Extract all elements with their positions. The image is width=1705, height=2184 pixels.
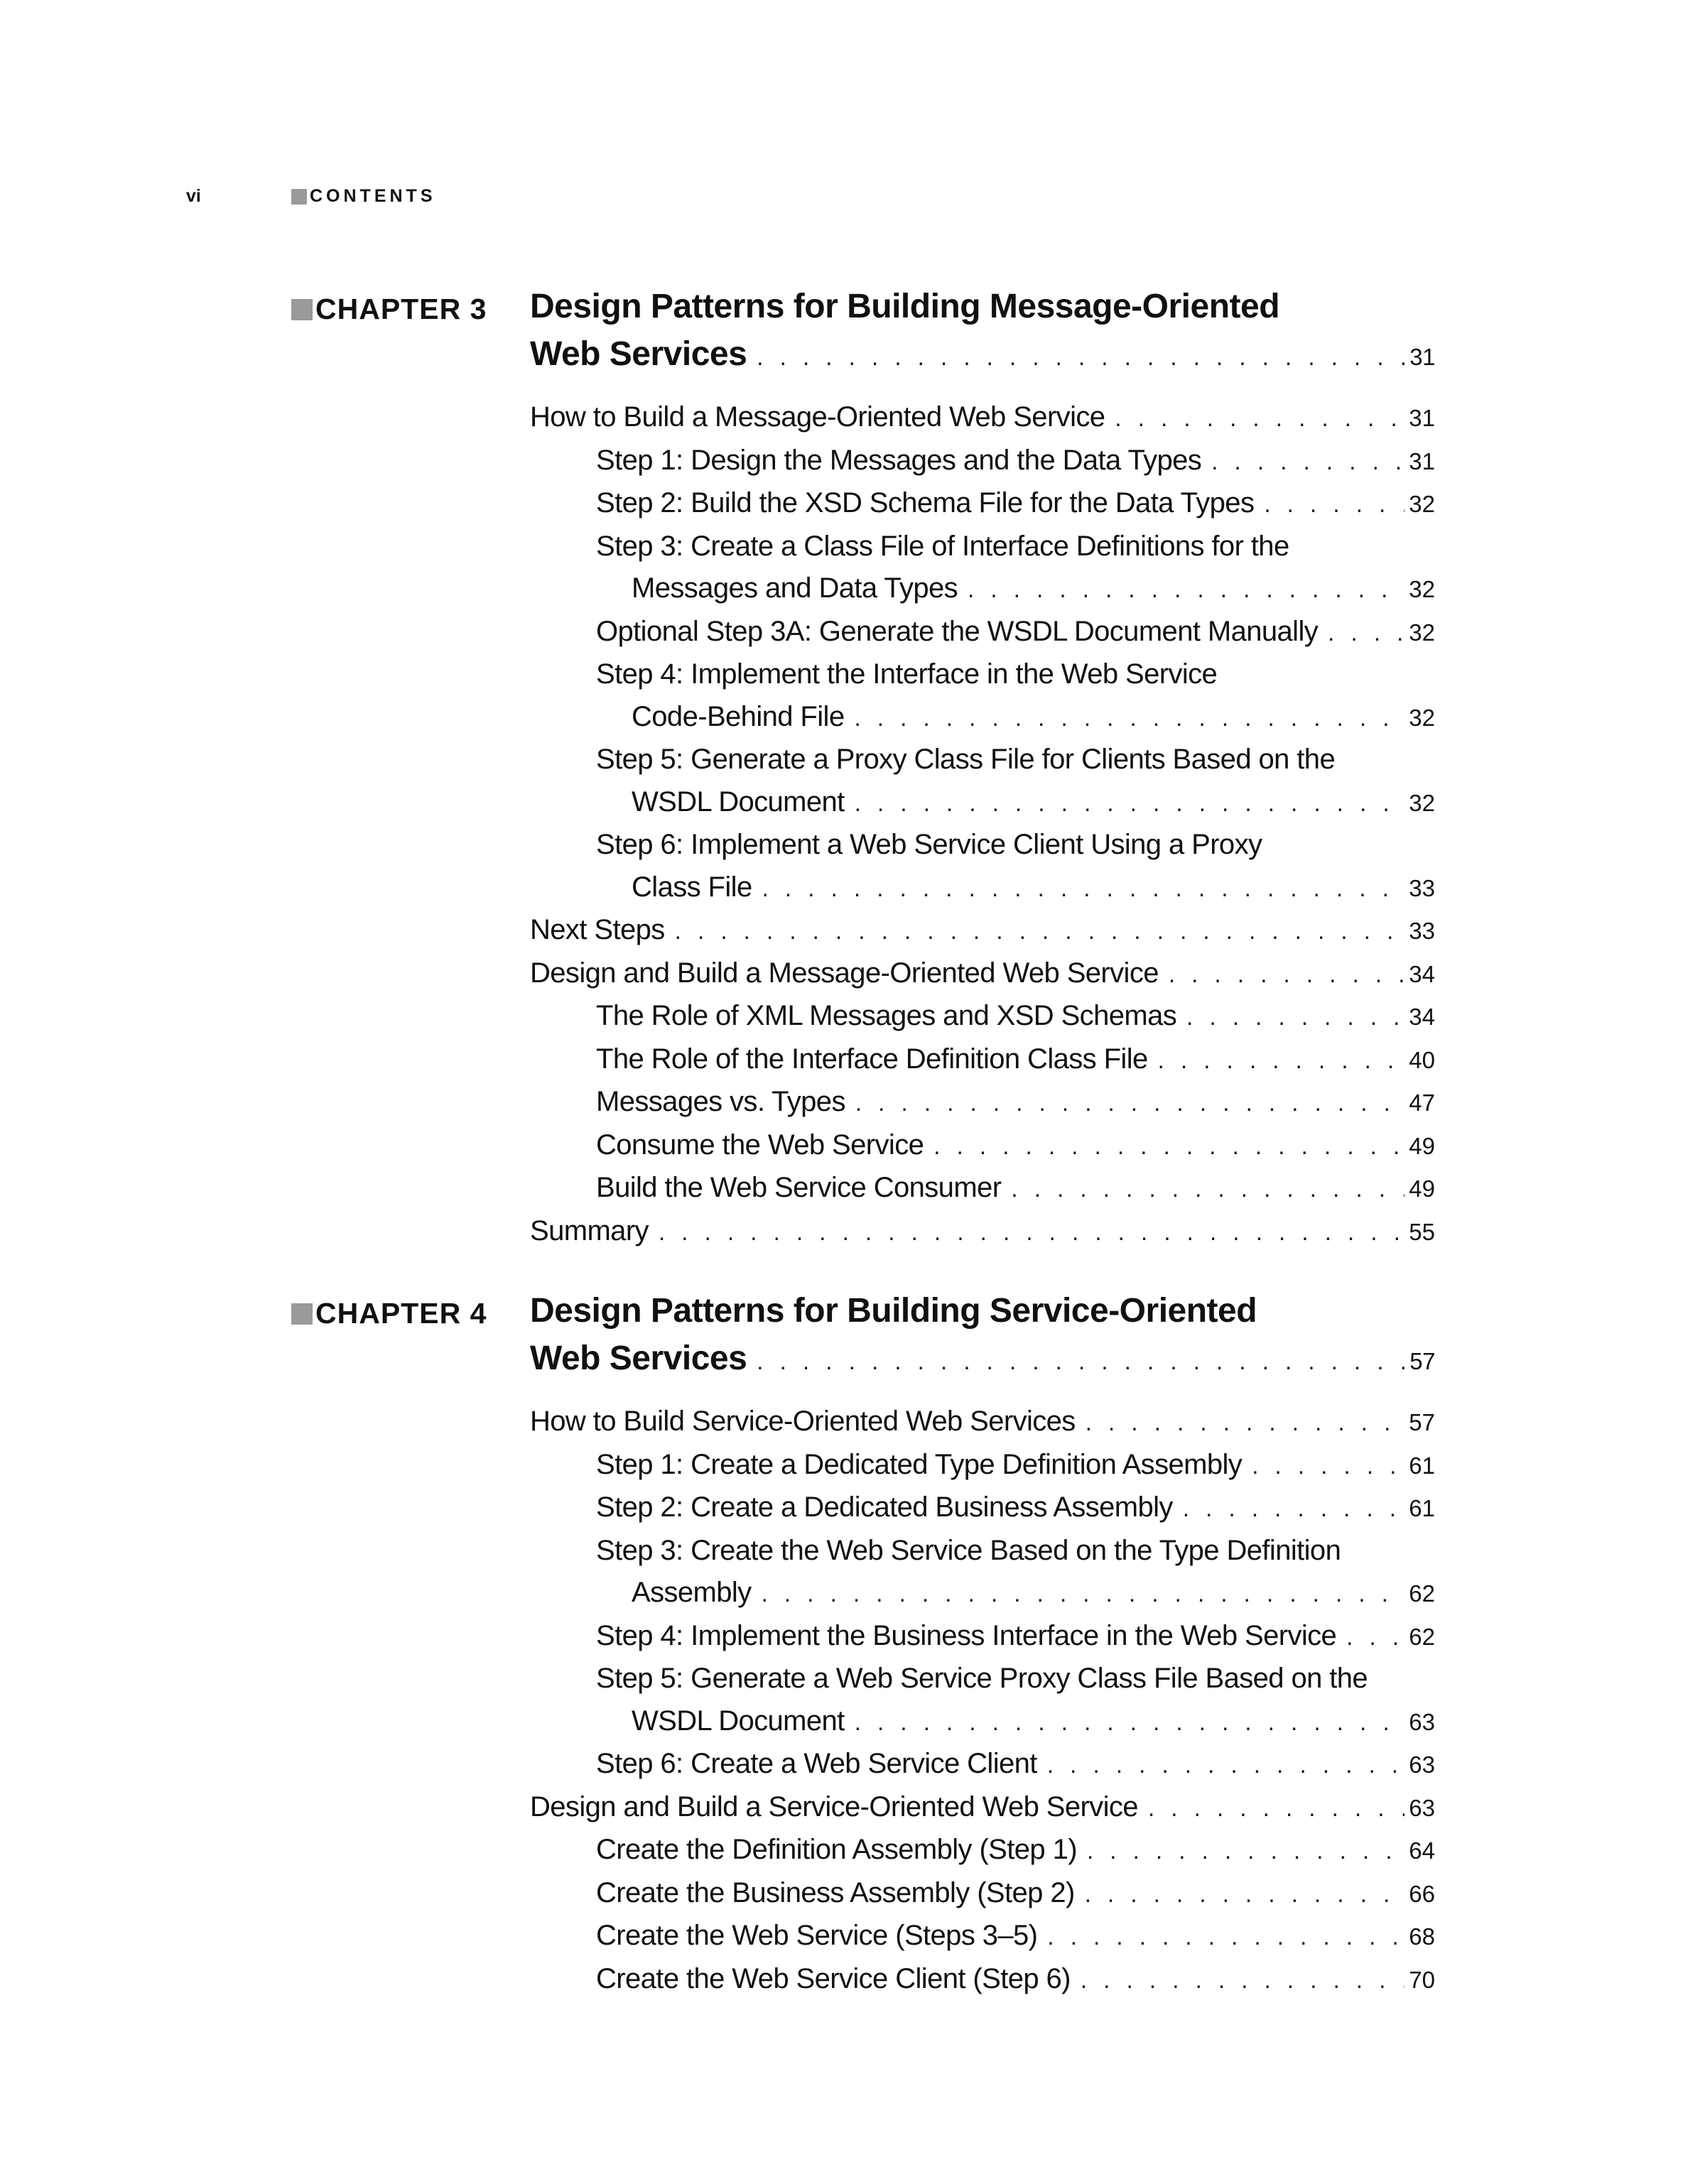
toc-entry[interactable] [530,1038,1435,1082]
toc-entry[interactable] [530,1958,1435,2001]
toc-entry-title: Step 1: Design the Messages and the Data Types [596,444,1202,476]
chapter-label-text: CHAPTER 3 [315,293,487,325]
toc-entry[interactable] [530,1444,1435,1487]
chapter-label [291,293,487,326]
toc-entry-title: Create the Web Service (Steps 3–5) [596,1920,1038,1951]
dot-leader [757,1337,1405,1385]
toc-entry-page-number: 63 [1409,1794,1435,1821]
toc-entry-page-number: 34 [1409,960,1435,987]
chapter-title-line-2-text: Web Services [530,335,747,373]
toc-entry-title: Next Steps [530,914,665,945]
toc-entry[interactable] [530,909,1435,952]
toc-entry[interactable] [530,1615,1435,1658]
toc-entry-title: Messages and Data Types [632,572,958,604]
dot-leader [855,1701,1405,1744]
toc-entry-title: Step 2: Create a Dedicated Business Assembly [596,1492,1173,1523]
toc-entry-title: Code-Behind File [632,700,845,732]
dot-leader [1087,1830,1404,1872]
toc-entry[interactable] [530,739,1435,781]
dot-leader [659,1211,1404,1254]
dot-leader [1211,440,1404,483]
toc-entry-page-number: 31 [1409,447,1435,474]
dot-leader [1346,1616,1404,1658]
chapter-page-number: 31 [1409,344,1435,370]
toc-entry[interactable] [530,995,1435,1038]
toc-entry[interactable] [530,1401,1435,1444]
toc-entry[interactable] [530,1081,1435,1124]
running-head [291,186,436,207]
toc-entry[interactable] [530,1786,1435,1830]
toc-entry-page-number: 33 [1409,874,1435,901]
toc-entry[interactable] [530,866,1435,910]
toc-entry-page-number: 63 [1409,1708,1435,1735]
toc-entry-page-number: 61 [1409,1452,1435,1479]
dot-leader [1183,1487,1404,1530]
toc-entry-title: WSDL Document [632,1705,845,1737]
dot-leader [855,1082,1404,1124]
toc-entry-page-number: 57 [1409,1409,1435,1435]
toc-entry-page-number: 70 [1409,1966,1435,1993]
toc-entry[interactable] [530,696,1435,739]
chapter-title-line-1: Design Patterns for Building Message-Oriented [530,288,1280,325]
chapter-title-line-1: Design Patterns for Building Service-Oriented [530,1292,1257,1330]
toc-entry-title: Create the Web Service Client (Step 6) [596,1962,1071,1994]
toc-entry-title: Optional Step 3A: Generate the WSDL Document Manually [596,615,1319,647]
toc-entry[interactable] [530,611,1435,654]
dot-leader [1011,1168,1404,1210]
toc-entry-title: Step 3: Create a Class File of Interface Definitions for the [596,530,1289,562]
dot-leader [675,910,1405,952]
toc-entry[interactable] [530,482,1435,526]
chapter-title[interactable] [530,283,1435,381]
toc-entry-title: Create the Definition Assembly (Step 1) [596,1834,1077,1865]
toc-entry-title: Consume the Web Service [596,1129,924,1161]
toc-entry-page-number: 47 [1409,1090,1435,1116]
toc-entry-page-number: 62 [1409,1623,1435,1650]
toc-entry[interactable] [530,781,1435,825]
toc-entry[interactable] [530,1658,1435,1700]
toc-entry-title: The Role of XML Messages and XSD Schemas [596,1000,1177,1031]
dot-leader [762,867,1405,910]
dot-leader [1086,1401,1405,1444]
toc-entry-title: Design and Build a Message-Oriented Web Service [530,957,1159,989]
toc-entry-page-number: 55 [1409,1218,1435,1245]
dot-leader [1186,996,1404,1038]
dot-leader [1169,953,1404,996]
toc-entry[interactable] [530,1829,1435,1872]
toc-entry-title: How to Build a Message-Oriented Web Service [530,401,1105,433]
toc-entry[interactable] [530,1210,1435,1254]
toc-entry-title: How to Build Service-Oriented Web Services [530,1406,1076,1437]
toc-entries [530,396,1435,1253]
dot-leader [1158,1039,1405,1082]
dot-leader [1328,612,1404,654]
dot-leader [1085,1873,1405,1916]
toc-entry[interactable] [530,526,1435,568]
toc-entry[interactable] [530,824,1435,866]
toc-entry-title: Design and Build a Service-Oriented Web Service [530,1791,1138,1822]
toc-entry-title: Messages vs. Types [596,1086,845,1117]
toc-entry-title: Step 4: Implement the Business Interface in the Web Service [596,1619,1337,1651]
toc-entry-title: Step 5: Generate a Web Service Proxy Class File Based on the [596,1663,1368,1694]
chapter-page-number: 57 [1409,1348,1435,1374]
toc-entry[interactable] [530,396,1435,440]
toc-entry-title: Class File [632,871,752,903]
dot-leader [762,1572,1405,1615]
dot-leader [757,333,1405,381]
toc-entries [530,1401,1435,2001]
toc-entry[interactable] [530,567,1435,611]
toc-entry-page-number: 64 [1409,1837,1435,1864]
toc-entry-page-number: 34 [1409,1004,1435,1030]
toc-entry[interactable] [530,1572,1435,1615]
toc-entry-title: The Role of the Interface Definition Class File [596,1043,1148,1075]
toc-entry[interactable] [530,952,1435,996]
toc-entry-page-number: 32 [1409,576,1435,602]
toc-entry-page-number: 31 [1409,405,1435,431]
dot-leader [933,1125,1404,1168]
toc-entry[interactable] [530,440,1435,483]
toc-entry-title: Create the Business Assembly (Step 2) [596,1876,1075,1908]
chapter-title-line-2 [530,330,1435,381]
toc-entry-title: WSDL Document [632,786,845,817]
chapter-title[interactable] [530,1287,1435,1385]
toc-entry[interactable] [530,1167,1435,1210]
toc-entry-page-number: 32 [1409,789,1435,816]
toc-entry-title: Build the Web Service Consumer [596,1172,1002,1203]
dot-leader [854,697,1404,739]
dot-leader [1081,1959,1404,2001]
toc-entry-page-number: 49 [1409,1175,1435,1202]
square-bullet-icon [291,1303,313,1325]
toc-entry-page-number: 66 [1409,1880,1435,1907]
toc-entry-page-number: 61 [1409,1495,1435,1521]
toc-entry[interactable] [530,1124,1435,1168]
dot-leader [1047,1916,1404,1958]
chapter-label [291,1297,487,1330]
toc-entry-page-number: 32 [1409,704,1435,731]
dot-leader [1115,397,1404,440]
dot-leader [1047,1744,1404,1786]
square-bullet-icon [291,189,307,205]
toc-entry-page-number: 40 [1409,1046,1435,1073]
dot-leader [1252,1445,1404,1487]
toc-entry-title: Step 5: Generate a Proxy Class File for Clients Based on the [596,744,1336,775]
running-head-label: CONTENTS [310,186,436,206]
toc-entry-page-number: 32 [1409,491,1435,517]
chapter-title-line-2 [530,1335,1435,1385]
toc-entry-page-number: 33 [1409,918,1435,944]
toc-entry-title: Step 4: Implement the Interface in the Web Service [596,658,1218,690]
toc-entry[interactable] [530,1700,1435,1744]
chapter-title-line-2-text: Web Services [530,1340,747,1377]
toc-entry-title: Step 1: Create a Dedicated Type Definition Assembly [596,1448,1243,1480]
toc-entry-title: Summary [530,1215,649,1246]
toc-entry[interactable] [530,653,1435,696]
toc-entry[interactable] [530,1915,1435,1958]
square-bullet-icon [291,299,313,320]
toc-entry[interactable] [530,1872,1435,1916]
toc-entry-title: Step 2: Build the XSD Schema File for the Data Types [596,487,1255,518]
toc-entry-title: Step 6: Create a Web Service Client [596,1748,1037,1779]
toc-entry-title: Step 3: Create the Web Service Based on the Type Definition [596,1534,1341,1566]
toc-entry-title: Step 6: Implement a Web Service Client Using a Proxy [596,829,1262,860]
dot-leader [1264,483,1404,526]
chapter-label-text: CHAPTER 4 [315,1297,487,1330]
toc-entry-page-number: 62 [1409,1580,1435,1607]
dot-leader [968,568,1404,611]
toc-entry-page-number: 49 [1409,1132,1435,1159]
toc-entry[interactable] [530,1487,1435,1530]
dot-leader [1148,1787,1404,1830]
toc-entry-page-number: 32 [1409,619,1435,646]
toc-entry-title: Assembly [632,1577,752,1608]
toc-entry-page-number: 68 [1409,1923,1435,1950]
toc-entry[interactable] [530,1530,1435,1572]
toc-entry[interactable] [530,1743,1435,1786]
page-number: vi [186,186,201,206]
dot-leader [855,782,1405,825]
toc-entry-page-number: 63 [1409,1751,1435,1778]
